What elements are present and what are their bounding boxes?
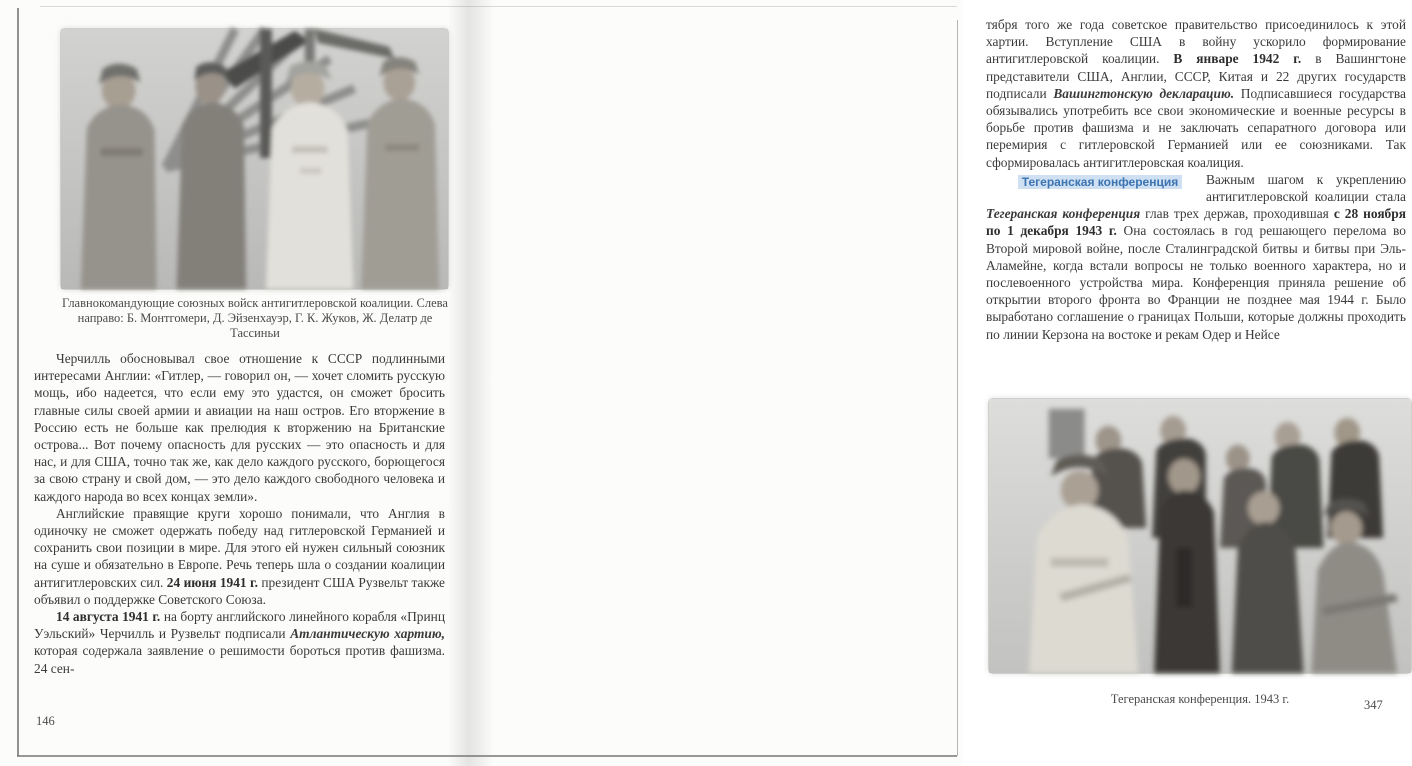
paragraph-text: в Вашингтоне представители США, Англии, СССР, Китая и 22 других государств подписали [986, 51, 1406, 101]
margin-heading-tehran-conference [1006, 174, 1194, 190]
paragraph-text: тября того же года советское правительство присоединилось к этой хартии. Вступление США в войну ускорило формирование антигитлеровской коалиции. [986, 17, 1406, 67]
tehran-conference-photo-art [989, 399, 1411, 673]
allied-commanders-photo [60, 28, 449, 290]
paragraph-text: Она состоялась в год решающего перелома во Второй мировой войне, после Сталинградской битвы и битвы при Эль-Аламейне, когда встали вопросы не только военного характера, но и послевоенного устройства мира. Конференция приняла решение об открытии второго фронта во Франции не позднее мая 1944 г. Было выработано соглашение о границах Польши, которые должны проходить по линии Керзона на востоке и рекам Одер и Нейсе [986, 223, 1406, 342]
left-page-text [34, 350, 445, 677]
emphasized-term: Атлантическую хартию, [290, 626, 445, 642]
margin-heading-label: Тегеранская конференция [1018, 175, 1182, 189]
page-right [480, 0, 1406, 766]
page-number-right: 347 [1364, 698, 1383, 712]
page-left [0, 0, 470, 766]
paragraph [986, 171, 1406, 343]
paragraph-text: Черчилль обосновывал свое отношение к СССР подлинными интересами Англии: «Гитлер, — говорил он, — хочет сломить русскую мощь, ибо надеется, что если ему это удастся, он сможет бросить главные силы своей армии и авиации на наш остров. Его вторжение в Россию есть не больше как прелюдия к вторжению на Британские острова... Вот почему опасность для русских — это опасность и для нас, и для США, точно так же, как дело каждого русского, борющегося за свою страну и свой дом, — это дело каждого свободного человека и каждого народа во всех концах земли». [34, 351, 445, 504]
paragraph [34, 608, 445, 677]
paragraph-text: Подписавшиеся государства обязывались употребить все свои экономические и военные ресурсы в борьбе против фашизма и не заключать сепаратного договора или перемирия с гитлеровской Германией или ее союзниками. Так сформировалась антигитлеровская коалиция. [986, 85, 1406, 170]
paragraph [34, 505, 445, 608]
paragraph-text: Важным шагом к укреплению антигитлеровской коалиции стала [1206, 171, 1406, 205]
paragraph-text: президент США Рузвельт также объявил о поддержке Советского Союза. [34, 574, 446, 607]
photo-caption-left: Главнокомандующие союзных войск антигитлеровской коалиции. Слева направо: Б. Монтгомери, Д. Эйзенхауэр, Г. К. Жуков, Ж. Делатр де Тассиньи [62, 296, 448, 340]
bold-date: 24 июня 1941 г. [166, 574, 258, 590]
paragraph-text: на борту английского линейного корабля «Принц Уэльский» Черчилль и Рузвельт подписали [34, 609, 445, 642]
right-page-text [986, 16, 1406, 343]
paragraph-text: которая содержала заявление о решимости бороться против фашизма. 24 сен- [34, 643, 445, 676]
paragraph [986, 16, 1406, 171]
paragraph-text: глав трех держав, проходившая [1145, 206, 1329, 222]
bold-date: В январе 1942 г. [1173, 51, 1302, 67]
tehran-conference-photo [988, 398, 1412, 674]
photo-caption-right: Тегеранская конференция. 1943 г. [1110, 692, 1290, 706]
allied-commanders-photo-art [61, 29, 448, 289]
paragraph [34, 350, 445, 505]
emphasized-term: Тегеранская конференция [986, 206, 1141, 222]
bold-date: с 28 ноября по 1 декабря 1943 г. [986, 206, 1406, 239]
paragraph-text: Английские правящие круги хорошо понимали, что Англия в одиночку не сможет одержать победу над гитлеровской Германией и сохранить свои позиции в мире. Для этого ей нужен сильный союзник на суше и обязательно в Европе. Речь теперь шла о создании коалиции антигитлеровских сил. [34, 505, 445, 590]
emphasized-term: Вашингтонскую декларацию. [1053, 85, 1235, 101]
page-number-left: 146 [36, 714, 55, 728]
bold-date: 14 августа 1941 г. [56, 609, 161, 625]
